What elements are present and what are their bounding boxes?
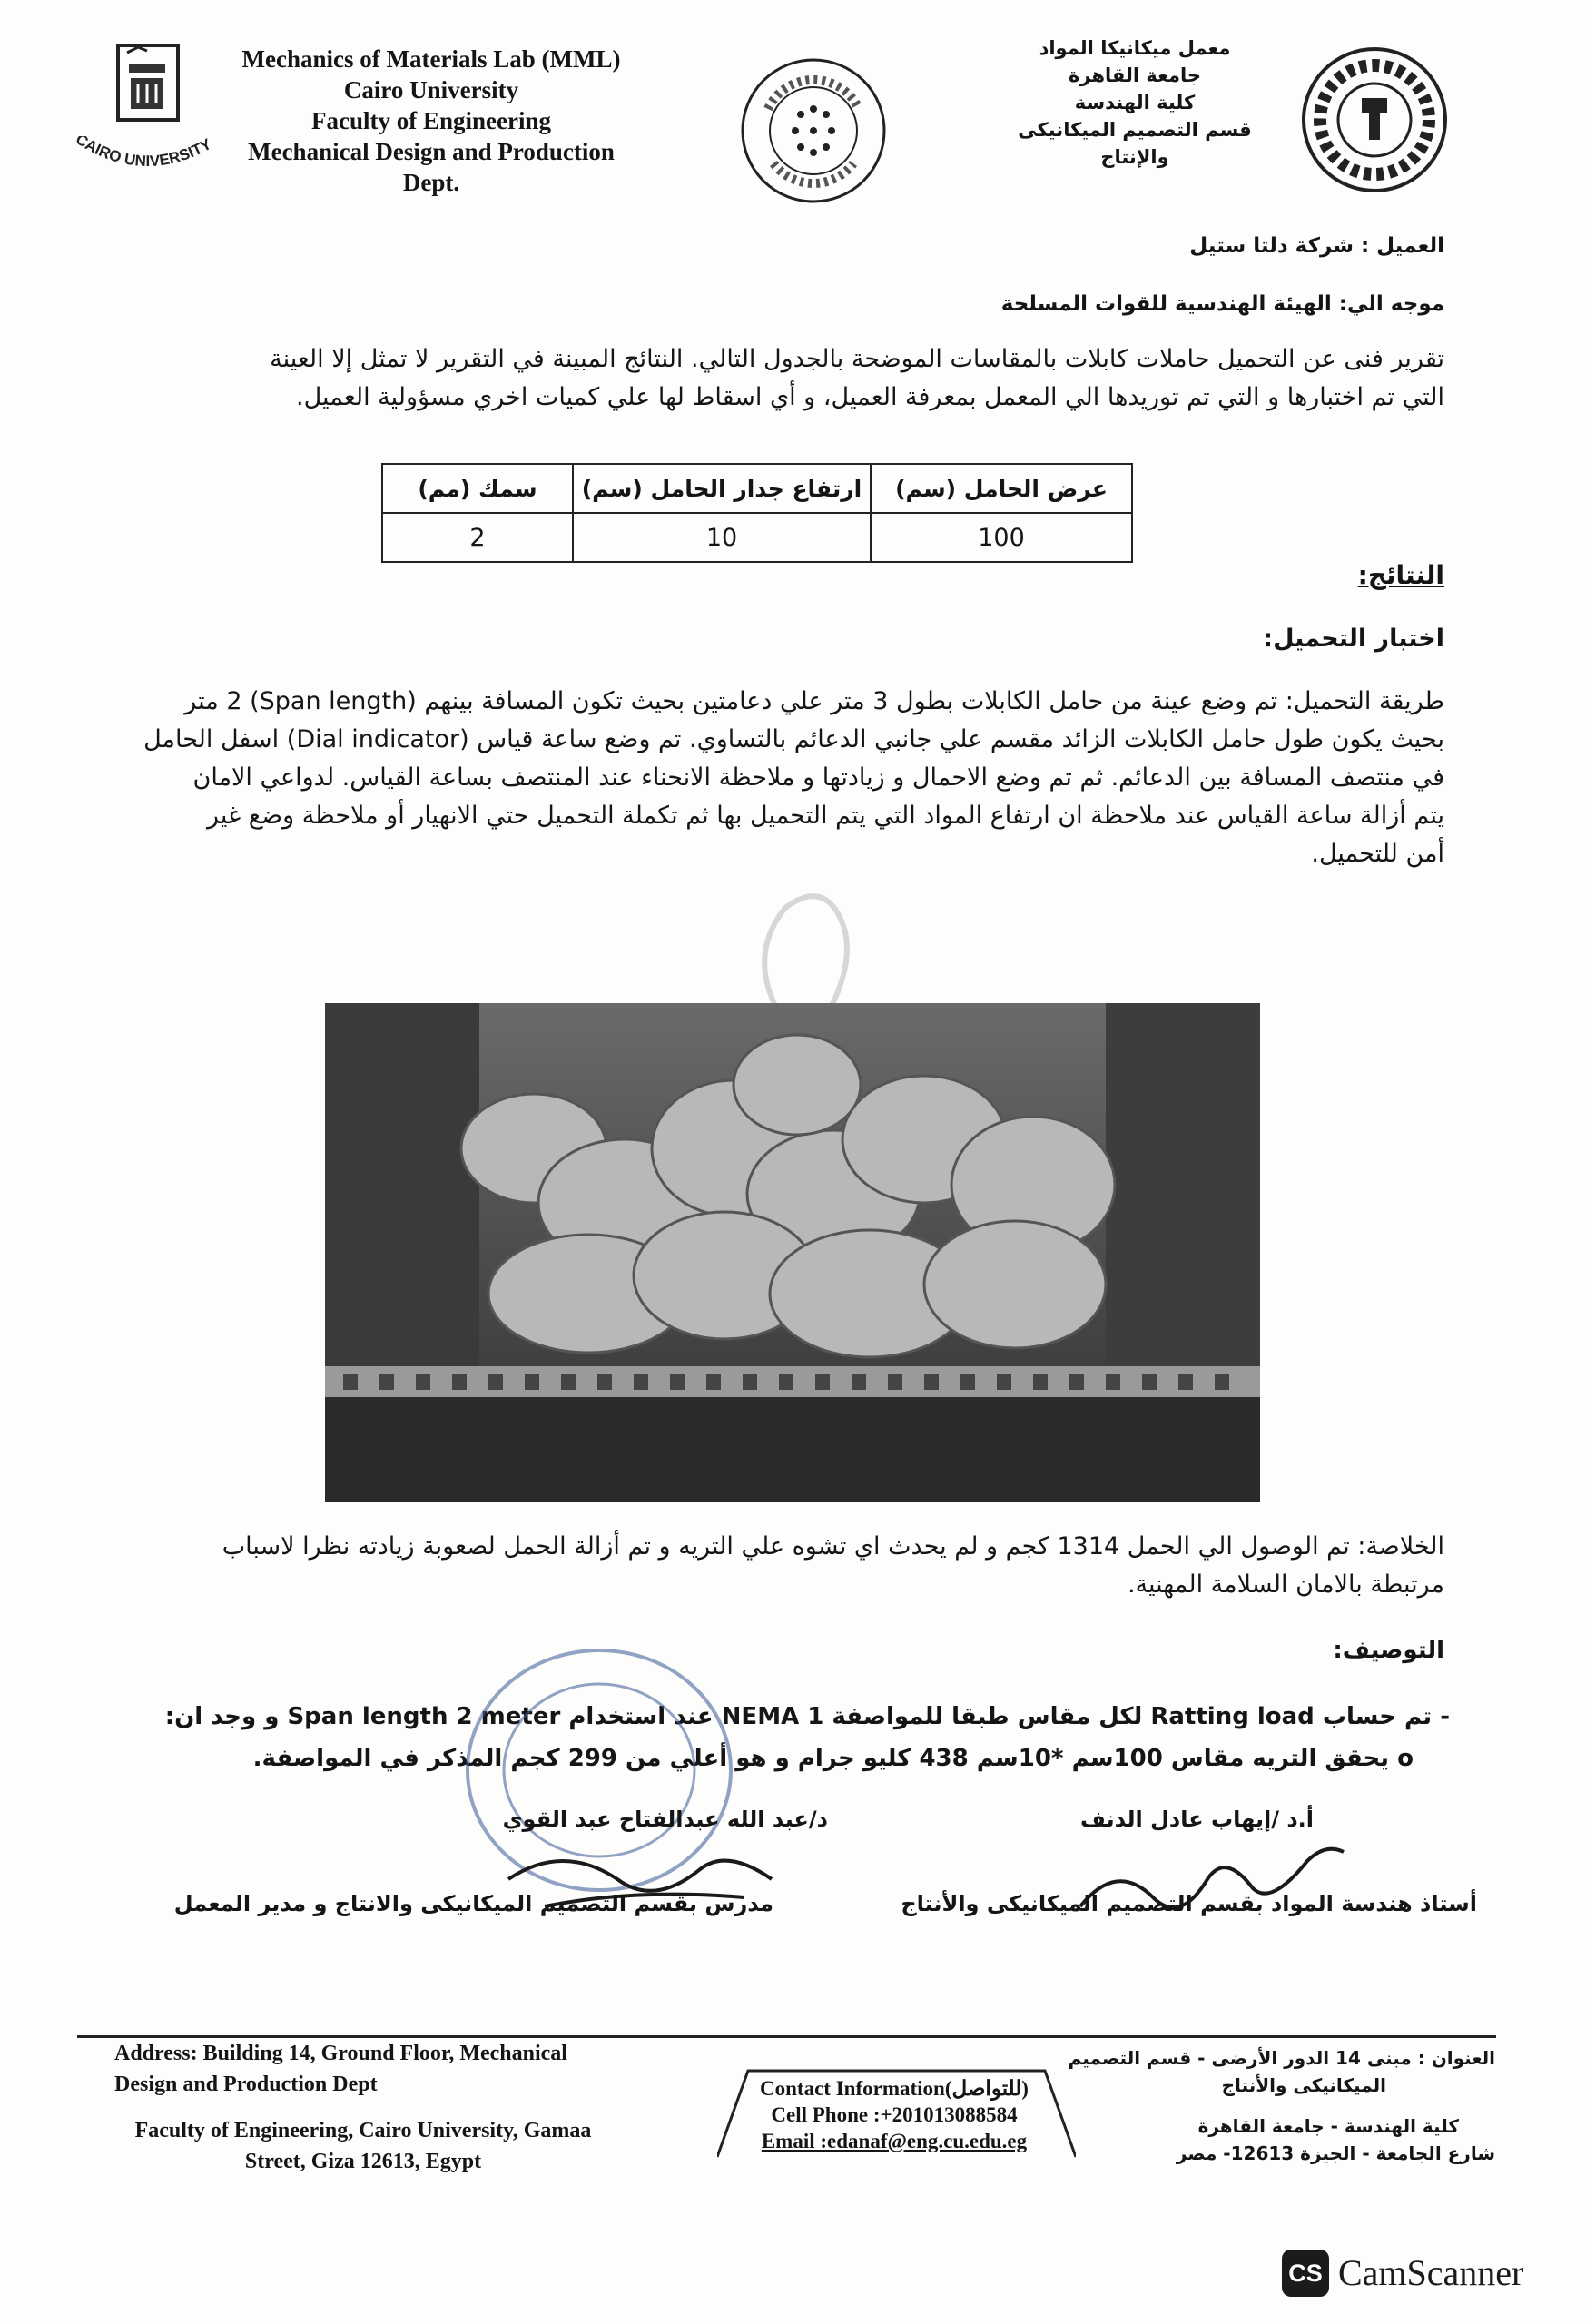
col-thickness-header: سمك (مم) xyxy=(382,464,573,513)
header-en-line: Mechanics of Materials Lab (MML) xyxy=(241,45,621,73)
recommendation-heading: التوصيف: xyxy=(1333,1637,1444,1664)
method-line: بحيث يكون طول حامل الكابلات الزائد مقسم علي جانبي الدعائم بالتساوي. تم وضع ساعة قياس (Dial indicator) اسفل الحامل xyxy=(143,725,1444,753)
test-photo xyxy=(325,1003,1260,1502)
col-width-header: عرض الحامل (سم) xyxy=(871,464,1132,513)
right-signature xyxy=(1062,1834,1362,1934)
cell-thickness: 2 xyxy=(382,513,573,562)
contact-email[interactable]: Email :edanaf@eng.cu.edu.eg xyxy=(761,2130,1028,2152)
footer-address-en-2 xyxy=(82,2115,645,2177)
method-line: أمن للتحميل. xyxy=(1311,840,1444,868)
address-line: Address: Building 14, Ground Floor, Mechanical xyxy=(114,2042,567,2065)
cell-width: 100 xyxy=(871,513,1132,562)
header-ar-line: كلية الهندسة xyxy=(1074,92,1196,113)
header-en-line: Mechanical Design and Production xyxy=(248,138,615,165)
header-en-line: Cairo University xyxy=(343,76,519,103)
col-height-header: ارتفاع جدار الحامل (سم) xyxy=(573,464,871,513)
recommendation-item: o يحقق التريه مقاس 100سم *10سم 438 كليو جرام و هو أعلي من 299 كجم المذكر في المواصفة. xyxy=(252,1745,1414,1772)
contact-title: Contact Information(للتواصل) xyxy=(760,2077,1029,2100)
cairo-university-logo-text xyxy=(65,136,229,191)
address-line: Faculty of Engineering, Cairo University, Gamaa xyxy=(134,2119,592,2142)
right-signatory-title: أستاذ هندسة المواد بقسم التصميم الميكانيكى والأنتاج xyxy=(901,1891,1477,1916)
method-line: يتم أزالة ساعة القياس عند ملاحظة ان ارتفاع المواد التي يتم التحميل بها ثم تكملة التحميل حتي الانهيار أو ملاحظة وضع غير xyxy=(207,802,1444,830)
test-heading: اختبار التحميل: xyxy=(1263,625,1444,653)
svg-text:CAIRO UNIVERSITY: CAIRO UNIVERSITY xyxy=(72,136,214,171)
conclusion-line: الخلاصة: تم الوصول الي الحمل 1314 كجم و لم يحدث اي تشوه علي التريه و تم أزالة الحمل لصعوبة زيادته نظرا لاسباب xyxy=(222,1532,1444,1561)
footer-address-ar xyxy=(987,2044,1495,2099)
conclusion-paragraph xyxy=(64,1528,1444,1604)
table-row xyxy=(382,513,1132,562)
contact-phone: Cell Phone :+201013088584 xyxy=(771,2103,1018,2126)
header-lab-name-ar xyxy=(985,34,1285,171)
lab-seal xyxy=(737,54,890,207)
header-lab-name-en xyxy=(218,44,645,198)
dimensions-table xyxy=(381,463,1133,563)
footer-address-en xyxy=(114,2038,567,2100)
recommendation-item: - تم حساب Ratting load لكل مقاس طبقا للمواصفة NEMA 1 عند استخدام Span length 2 meter و وجد ان: xyxy=(164,1703,1450,1730)
left-signatory-name: د/عبد الله عبدالفتاح عبد القوي xyxy=(502,1807,828,1832)
address-line: Street, Giza 12613, Egypt xyxy=(244,2150,482,2173)
intro-paragraph xyxy=(64,340,1444,417)
header-ar-line: والإنتاج xyxy=(1100,146,1169,168)
address-line: Design and Production Dept xyxy=(114,2073,378,2096)
address-line: العنوان : مبنى 14 الدور الأرضى - قسم التصميم xyxy=(1068,2047,1495,2069)
address-line: كلية الهندسة - جامعة القاهرة xyxy=(1197,2115,1459,2137)
address-line: الميكانيكى والأنتاج xyxy=(1221,2074,1386,2096)
intro-line: التي تم اختبارها و التي تم توريدها الي المعمل بمعرفة العميل، و أي اسقاط لها علي كميات اخري مسؤولية العميل. xyxy=(296,383,1444,411)
header-ar-line: معمل ميكانيكا المواد xyxy=(1039,37,1231,59)
camscanner-logo-icon: CS xyxy=(1282,2250,1329,2297)
camscanner-label: CamScanner xyxy=(1338,2252,1524,2293)
header-en-line: Dept. xyxy=(402,169,460,196)
addressee-line: موجه الي: الهيئة الهندسية للقوات المسلحة xyxy=(1000,292,1444,316)
intro-line: تقرير فنى عن التحميل حاملات كابلات بالمقاسات الموضحة بالجدول التالي. النتائج المبينة في التقرير لا تمثل إلا العينة xyxy=(270,345,1444,373)
recommendations xyxy=(70,1696,1450,1779)
faculty-engineering-logo xyxy=(1298,44,1451,196)
table-header-row xyxy=(382,464,1132,513)
method-line: في منتصف المسافة بين الدعائم. ثم تم وضع الاحمال و زيادتها و ملاحظة الانحناء عند المنتصف بساعة القياس. لدواعي الامان xyxy=(192,763,1444,792)
right-signatory-name: أ.د /إيهاب عادل الدنف xyxy=(1080,1807,1314,1832)
method-line: طريقة التحميل: تم وضع عينة من حامل الكابلات بطول 3 متر علي دعامتين بحيث تكون المسافة بينهم (Span length) 2 متر xyxy=(184,687,1444,715)
watermark-emblem xyxy=(667,872,940,1017)
client-line: العميل : شركة دلتا ستيل xyxy=(1189,234,1444,258)
method-paragraph xyxy=(64,683,1444,873)
conclusion-line: مرتبطة بالامان السلامة المهنية. xyxy=(1127,1571,1444,1599)
cell-height: 10 xyxy=(573,513,871,562)
header-en-line: Faculty of Engineering xyxy=(311,107,551,134)
footer-address-ar-2 xyxy=(987,2112,1495,2167)
header-ar-line: قسم التصميم الميكانيكى xyxy=(1018,119,1252,141)
left-signatory-title: مدرس بقسم التصميم الميكانيكى والانتاج و مدير المعمل xyxy=(173,1891,773,1916)
address-line: شارع الجامعة - الجيزة 12613- مصر xyxy=(1176,2142,1495,2164)
results-heading: النتائج: xyxy=(1357,560,1444,590)
header-ar-line: جامعة القاهرة xyxy=(1068,64,1202,86)
